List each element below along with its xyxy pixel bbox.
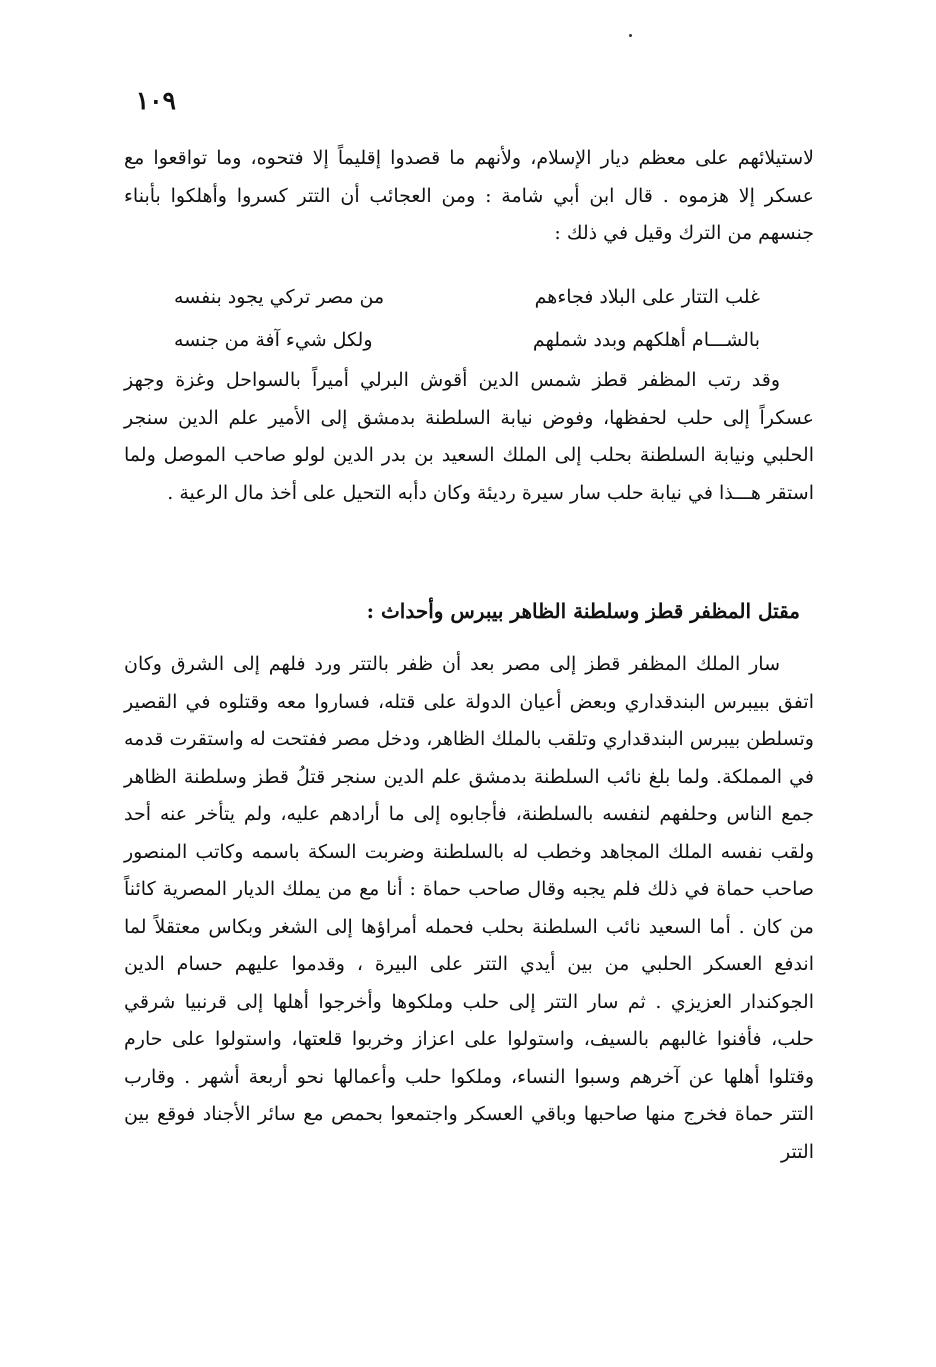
section-heading: مقتل المظفر قطز وسلطنة الظاهر بيبرس وأحداث : xyxy=(366,599,800,623)
paragraph-1 xyxy=(124,140,814,253)
paragraph-3 xyxy=(124,646,814,1171)
poem-verse xyxy=(174,276,760,362)
verse-line-2-second-hemistich: ولكل شيء آفة من جنسه xyxy=(174,329,373,351)
paragraph-3-text: سار الملك المظفر قطز إلى مصر بعد أن ظفر بالتتر ورد فلهم إلى الشرق وكان اتفق ببيبرس البندقداري وبعض أعيان الدولة على قتله، فساروا معه وقتلوه في القصير وتسلطن بيبرس البندقداري وتلقب بالملك الظاهر، ودخل مصر ففتحت له واستقرت قدمه في المملكة. ولما بلغ نائب السلطنة بدمشق علم الدين سنجر قتلُ قطز وسلطنة الظاهر جمع الناس وحلفهم لنفسه بالسلطنة، فأجابوه إلى ما أرادهم عليه، ولم يتأخر عنه أحد ولقب نفسه الملك المجاهد وخطب له بالسلطنة وضربت السكة باسمه وكاتب المنصور صاحب حماة في ذلك فلم يجبه وقال صاحب حماة : أنا مع من يملك الديار المصرية كائناً من كان . أما السعيد نائب السلطنة بحلب فحمله أمراؤها إلى الشغر وبكاس معتقلاً لما اندفع العسكر الحلبي من بين أيدي التتر على البيرة ، وقدموا عليهم حسام الدين الجوكندار العزيزي . ثم سار التتر إلى حلب وملكوها وأخرجوا أهلها إلى قرنبيا شرقي حلب، فأفنوا غالبهم بالسيف، واستولوا على اعزاز وخربوا قلعتها، واستولوا على حارم وقتلوا أهلها عن آخرهم وسبوا النساء، وملكوا حلب وأعمالها نحو أربعة أشهر . وقارب التتر حماة فخرج منها صاحبها وباقي العسكر واجتمعوا بحمص مع سائر الأجناد فوقع بين التتر xyxy=(124,653,814,1163)
paragraph-2-text: وقد رتب المظفر قطز شمس الدين أقوش البرلي أميراً بالسواحل وغزة وجهز عسكراً إلى حلب لحفظها، وفوض نيابة السلطنة بدمشق إلى الأمير علم الدين سنجر الحلبي ونيابة السلطنة بحلب إلى الملك السعيد بن بدر الدين لولو صاحب الموصل ولما استقر هـــذا في نيابة حلب سار سيرة رديئة وكان دأبه التحيل على أخذ مال الرعية . xyxy=(124,369,814,504)
paragraph-2 xyxy=(124,362,814,512)
verse-line-1 xyxy=(174,276,760,319)
verse-line-2-first-hemistich: بالشـــام أهلكهم وبدد شملهم xyxy=(532,329,760,351)
verse-line-1-first-hemistich: غلب التتار على البلاد فجاءهم xyxy=(534,286,760,308)
verse-line-1-second-hemistich: من مصر تركي يجود بنفسه xyxy=(174,286,385,308)
page-number: ١٠٩ xyxy=(135,86,176,115)
paragraph-1-text: لاستيلائهم على معظم ديار الإسلام، ولأنهم ما قصدوا إقليماً إلا فتحوه، وما تواقعوا مع عسكر إلا هزموه . قال ابن أبي شامة : ومن العجائب أن التتر كسروا وأهلكوا بأبناء جنسهم من الترك وقيل في ذلك : xyxy=(124,147,814,244)
verse-line-2 xyxy=(174,319,760,362)
ink-dot xyxy=(629,34,632,37)
